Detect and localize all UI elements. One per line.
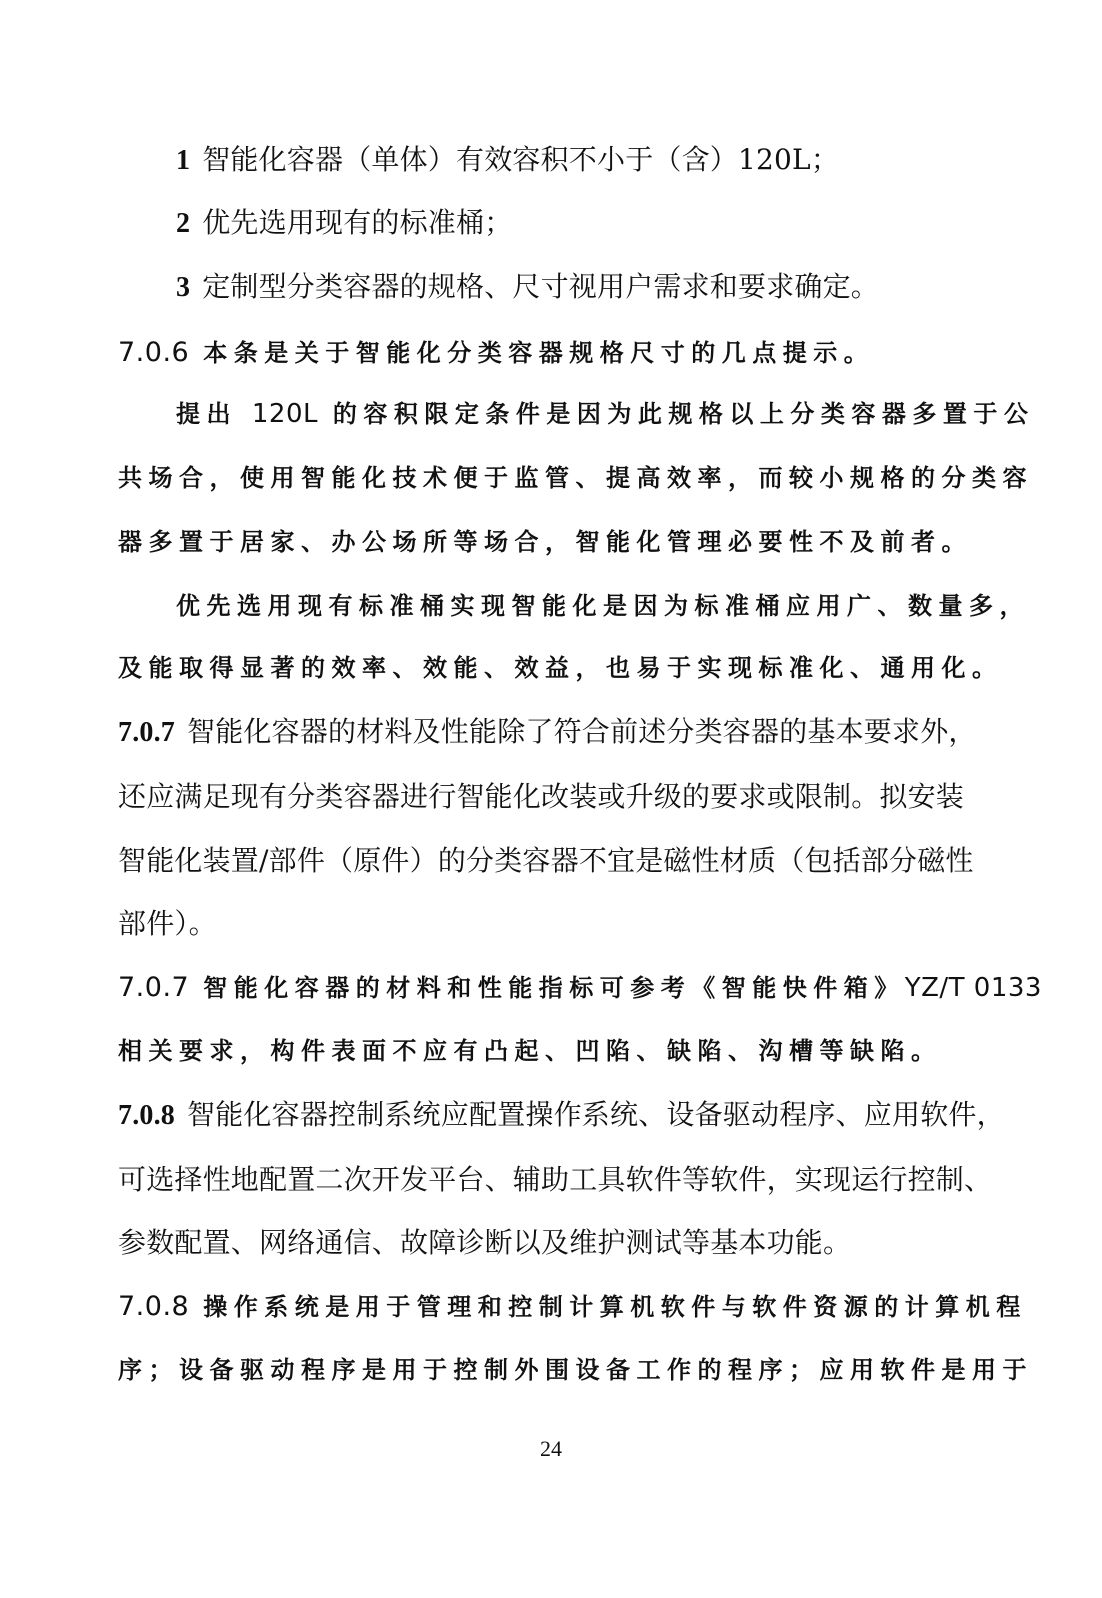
item-text: 优先选用现有的标准桶； [202, 206, 513, 239]
item-text: 智能化容器（单体）有效容积不小于（含）120L； [202, 143, 840, 176]
list-item-3 [176, 270, 880, 303]
commentary-7-0-7-line1 [118, 974, 1042, 1001]
commentary-text: 智能化容器的材料和性能指标可参考《智能快件箱》 [203, 974, 905, 1002]
standard-code: YZ/T 0133 [904, 973, 1042, 1003]
item-number: 1 [176, 145, 191, 176]
commentary-7-0-6-p1-line2: 共场合，使用智能化技术便于监管、提高效率，而较小规格的分类容 [118, 464, 1033, 492]
clause-number: 7.0.7 [118, 717, 175, 748]
clause-text: 智能化容器的材料及性能除了符合前述分类容器的基本要求外， [187, 715, 977, 748]
clause-7-0-7-line2: 还应满足现有分类容器进行智能化改装或升级的要求或限制。拟安装 [118, 780, 965, 813]
commentary-text: 本条是关于智能化分类容器规格尺寸的几点提示。 [203, 339, 875, 367]
clause-7-0-7-line3: 智能化装置/部件（原件）的分类容器不宜是磁性材质（包括部分磁性 [118, 844, 974, 877]
item-number: 3 [176, 272, 191, 303]
clause-number: 7.0.6 [118, 337, 190, 368]
clause-7-0-8-line1 [118, 1098, 1005, 1131]
capacity-value: 120L [251, 399, 318, 429]
commentary-text: 提出 [176, 400, 237, 428]
item-number: 2 [176, 208, 191, 239]
commentary-7-0-6-p1-line3: 器多置于居家、办公场所等场合，智能化管理必要性不及前者。 [118, 528, 972, 556]
clause-7-0-8-line2: 可选择性地配置二次开发平台、辅助工具软件等软件，实现运行控制、 [118, 1163, 993, 1196]
clause-7-0-8-line3: 参数配置、网络通信、故障诊断以及维护测试等基本功能。 [118, 1226, 852, 1259]
list-item-1 [176, 143, 840, 176]
commentary-text: 操作系统是用于管理和控制计算机软件与软件资源的计算机程 [203, 1293, 1027, 1321]
list-item-2 [176, 206, 513, 239]
commentary-7-0-6-title [118, 339, 874, 366]
commentary-7-0-8-line1 [118, 1293, 1027, 1320]
clause-text: 智能化容器控制系统应配置操作系统、设备驱动程序、应用软件， [187, 1098, 1005, 1131]
clause-number: 7.0.7 [118, 972, 190, 1003]
commentary-7-0-6-p2-line2: 及能取得显著的效率、效能、效益，也易于实现标准化、通用化。 [118, 654, 1003, 682]
clause-number: 7.0.8 [118, 1100, 175, 1131]
commentary-7-0-6-p2-line1: 优先选用现有标准桶实现智能化是因为标准桶应用广、数量多， [176, 592, 1030, 620]
commentary-7-0-7-line2: 相关要求，构件表面不应有凸起、凹陷、缺陷、沟槽等缺陷。 [118, 1037, 942, 1065]
item-text: 定制型分类容器的规格、尺寸视用户需求和要求确定。 [202, 270, 880, 303]
page-number: 24 [540, 1436, 562, 1461]
commentary-text: 的容积限定条件是因为此规格以上分类容器多置于公 [332, 400, 1035, 428]
clause-number: 7.0.8 [118, 1291, 190, 1322]
clause-7-0-7-line4: 部件）。 [118, 907, 217, 940]
clause-7-0-7-line1 [118, 715, 977, 748]
commentary-7-0-8-line2: 序；设备驱动程序是用于控制外围设备工作的程序；应用软件是用于 [118, 1356, 1033, 1384]
commentary-7-0-6-p1-line1 [176, 401, 1034, 427]
